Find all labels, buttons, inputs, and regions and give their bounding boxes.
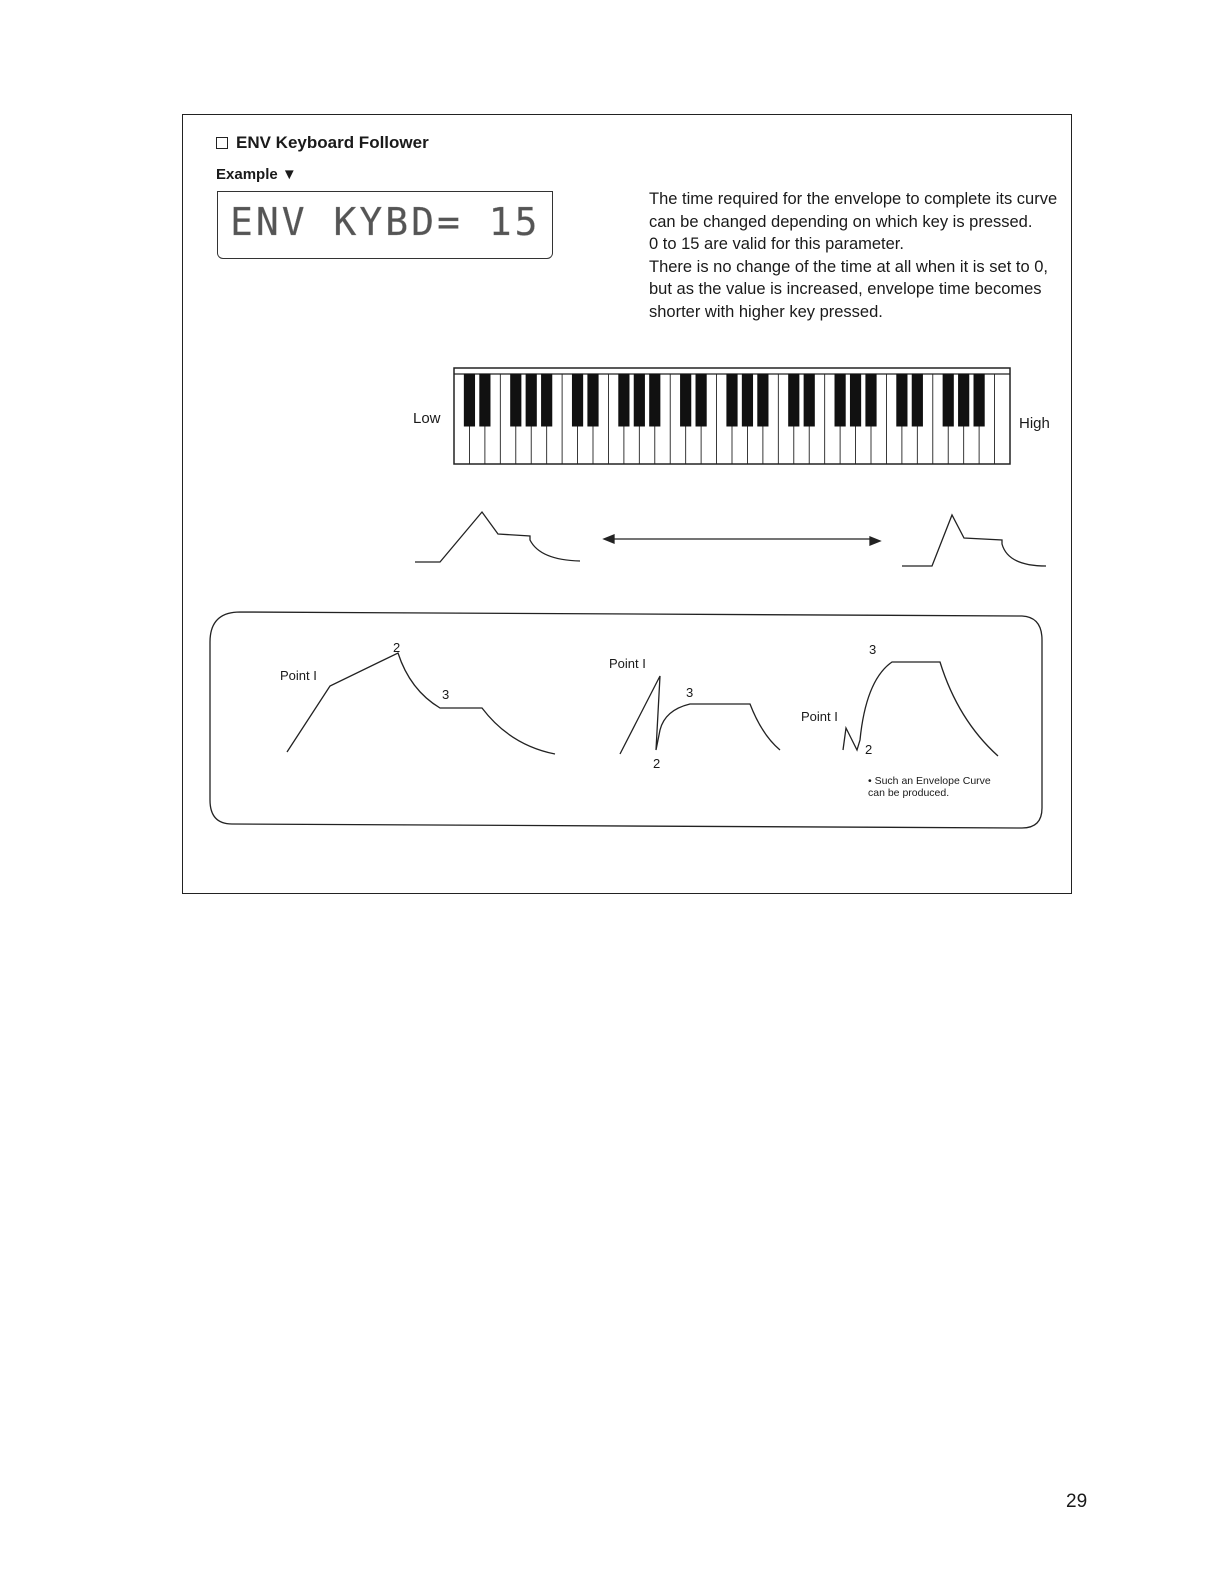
black-key [634, 374, 644, 426]
description-line-1: The time required for the envelope to complete its curve can be changed depending on which key is pressed. [649, 190, 1058, 231]
black-key [696, 374, 706, 426]
envelope-long-icon [415, 512, 580, 562]
curve2-point-1: Point I [609, 656, 646, 671]
black-key [464, 374, 474, 426]
black-key [681, 374, 691, 426]
section-title-text: ENV Keyboard Follower [236, 133, 429, 152]
black-key [511, 374, 521, 426]
curve1-point-3: 3 [442, 687, 450, 702]
black-key [897, 374, 907, 426]
black-key [789, 374, 799, 426]
keyboard-illustration [454, 368, 1010, 464]
black-key [619, 374, 629, 426]
curve1-point-2: 2 [393, 640, 401, 655]
black-key [959, 374, 969, 426]
description-line-3: There is no change of the time at all when it is set to 0, but as the value is increased, envelope time becomes shorter with higher key pressed. [649, 257, 1048, 321]
black-key [912, 374, 922, 426]
black-key [480, 374, 490, 426]
curve2-point-3: 3 [686, 685, 694, 700]
envelope-short-icon [902, 515, 1046, 566]
black-key [866, 374, 876, 426]
keyboard-high-label: High [1019, 415, 1050, 432]
page-number: 29 [1066, 1491, 1088, 1512]
black-key [974, 374, 984, 426]
envelope-curve-2 [620, 676, 780, 754]
black-key [835, 374, 845, 426]
black-key [850, 374, 860, 426]
black-key [588, 374, 598, 426]
curve3-point-2: 2 [865, 742, 873, 757]
black-key [758, 374, 768, 426]
black-key [650, 374, 660, 426]
black-key [742, 374, 752, 426]
black-key [542, 374, 552, 426]
black-key [526, 374, 536, 426]
envelope-caption: • Such an Envelope Curve can be produced. [868, 775, 991, 799]
curve1-point-1: Point I [280, 668, 317, 683]
curve3-point-3: 3 [869, 642, 877, 657]
description-line-2: 0 to 15 are valid for this parameter. [649, 235, 904, 254]
black-key [572, 374, 582, 426]
double-arrow-icon [604, 535, 880, 545]
example-label: Example ▼ [216, 166, 297, 183]
envelope-curve-1 [287, 653, 555, 754]
lcd-text: ENV KYBD= 15 [230, 200, 541, 244]
black-key [804, 374, 814, 426]
curve3-point-1: Point I [801, 709, 838, 724]
black-key [943, 374, 953, 426]
curve2-point-2: 2 [653, 756, 661, 771]
keyboard-low-label: Low [413, 410, 441, 427]
black-key [727, 374, 737, 426]
